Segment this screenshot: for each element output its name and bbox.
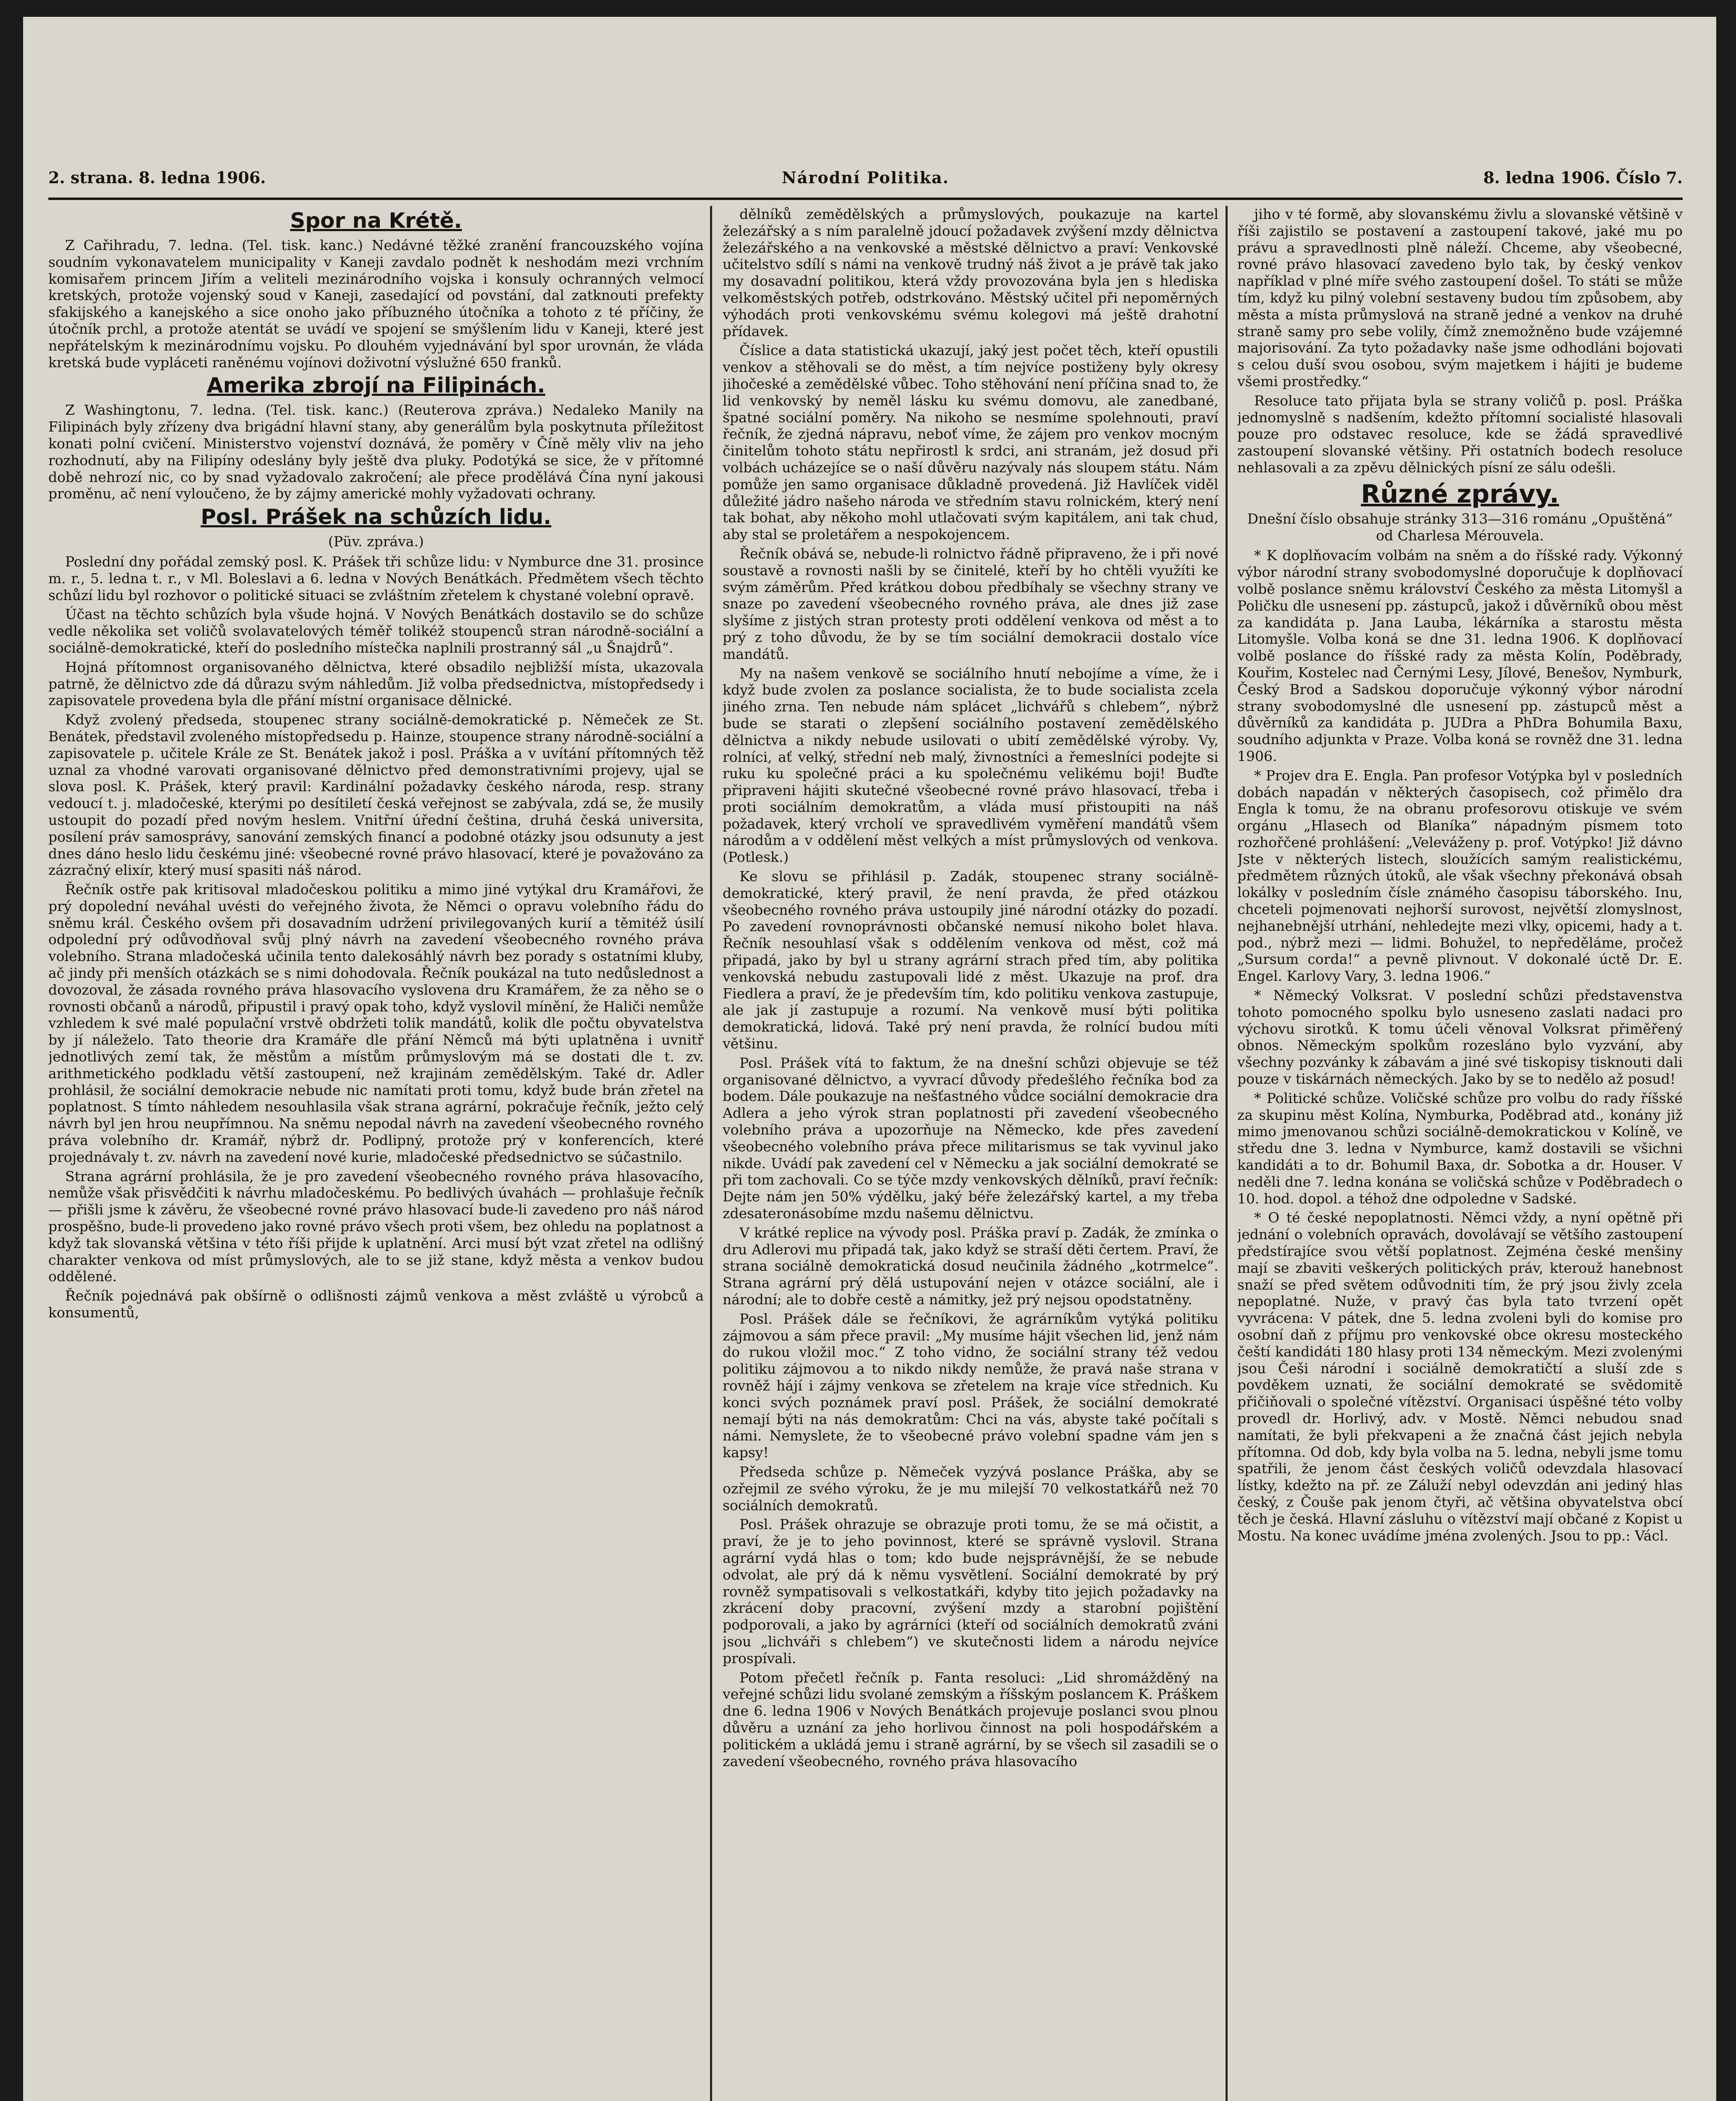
paragraph: Předseda schůze p. Němeček vyzývá poslance Práška, aby se ozřejmil ze svého výroku, že je mu milejší 70 velkostatkářů než 70 sociálních demokratů. — [723, 1463, 1218, 1514]
paragraph: Posl. Prášek dále se řečníkovi, že agrárníkům vytýká politiku zájmovou a sám přece pravil: „My musíme hájit všechen lid, jenž nám do rukou vložil moc.“ Z toho vidno, že sociální strany též vedou politiku zájmovou a to nikdo nikdy nemůže, že pravá naše strana v rovněž hájí i zájmy venkova se zřetelem na kraje více střednich. Ku konci svých poznámek praví posl. Prášek, že sociální demokraté nemají býti na nás demokratům: Chci na vás, abyste také počítali s námi. Nemyslete, že to všeobecné právo volební spadne vám jen s kapsy! — [723, 1310, 1218, 1461]
paragraph: My na našem venkově se sociálního hnutí nebojíme a víme, že i když bude zvolen za poslance socialista, že to bude socialista zcela jiného zrna. Ten nebude nám splácet „lichvářů s chlebem“, nýbrž bude se starati o zlepšení sociálního postavení zemědělského dělnictva a nikdy nebude usilovati o ubití zemědělské výroby. Vy, rolníci, ať velký, střední neb malý, živnostníci a řemeslníci podejte si ruku ku společné práci a ku společnému velikému boji! Buďte připraveni hájiti skutečné všeobecné rovné právo hlasovací, třeba i proti sociálním demokratům, a vláda musí přistoupiti na náš požadavek, který vrcholí ve spravedlivém vyměření mandátů všem národům a v oddělení měst velkých a míst průmyslových od venkova. (Potlesk.) — [723, 665, 1218, 866]
paragraph: jiho v té formě, aby slovanskému živlu a slovanské většině v říši zajistilo se postavení a zastoupení takové, jaké mu po právu a spravedlnosti plně náleží. Chceme, aby všeobecné, rovné právo hlasovací zavedeno bylo tak, by český venkov například v plné míře svého zastoupení došel. To státi se může tím, když ku pilný volební sestaveny budou tím způsobem, aby města a místa průmyslová na straně jedné a venkov na druhé straně samy pro sebe volily, čímž znemožněno bude vzájemné majorisování. Za tyto požadavky naše jsme odhodláni bojovati s celou duší svou osobou, svým majetkem i hájiti je budeme všemi prostředky.“ — [1237, 206, 1683, 390]
paragraph: Hojná přítomnost organisovaného dělnictva, které obsadilo nejbližší místa, ukazovala patrně, že dělnictvo zde dá důrazu svým náhledům. Již volba předsednictva, místopředsedy i zapisovatele provedena byla dle přání místní organisace dělnické. — [48, 658, 704, 709]
news-item: * K doplňovacím volbám na sněm a do říšské rady. Výkonný výbor národní strany svobodomyslné doporučuje k doplňovací volbě poslance sněmu království Českého za města Litomyšl a Poličku dle usnesení pp. zástupců, jakož i důvěrníků obou měst za kandidáta p. Jana Lauba, lékárníka a starostu města Litomyšle. Volba koná se dne 31. ledna 1906. K doplňovací volbě poslance do říšské rady za města Kolín, Poděbrady, Kouřim, Kostelec nad Černými Lesy, Jílové, Benešov, Nymburk, Český Brod a Sadskou doporučuje výkonný výbor národní strany svobodomyslné dle usnesení pp. zástupců měst a důvěrníků za kandidáta p. JUDra a PhDra Bohumila Baxu, soudního adjunkta v Praze. Volba koná se rovněž dne 31. ledna 1906. — [1237, 547, 1683, 764]
paragraph: Řečník pojednává pak obšírně o odlišnosti zájmů venkova a měst zvláště u výrobců a konsumentů, — [48, 1287, 704, 1321]
column-3 — [1237, 206, 1683, 2101]
page-label: 2. strana. 8. ledna 1906. — [48, 168, 266, 187]
supplement-notice: Dnešní číslo obsahuje stránky 313—316 románu „Opuštěná“ od Charlesa Mérouvela. — [1247, 510, 1673, 544]
newspaper-page — [23, 17, 1716, 2101]
article-body-crete: Z Cařihradu, 7. ledna. (Tel. tisk. kanc.) Nedávné těžké zranění francouzského vojína soudním vykonavatelem municipality v Kaneji zavdalo podnět k neshodám mezi vrchním komisařem princem Jiřím a veliteli mezinárodního vojska i konsuly ochranných velmocí kretských, protože vojenský soud v Kaneji, zasedající od povstání, dal zatknouti prefekty sfakijského a kanejského a sice onoho jako příbuzného útočníka a tohoto z té příčiny, že útočník prchl, a protože atentát se uvádí ve spojení se smýšlením lidu v Kaneji, které jest nepřátelským k mezinárodnímu vojsku. Po dlouhém vyjednávání byl spor urovnán, že vláda kretská bude vypláceti raněnému vojínovi doživotní výslužné 650 franků. — [48, 237, 704, 371]
news-item: * Projev dra E. Engla. Pan profesor Votýpka byl v posledních dobách napadán v některých časopisech, což přimělo dra Engla k tomu, že na obranu profesorovu otiskuje ve svém orgánu „Hlasech od Blaníka“ nápadným písmem toto rozhořčené prohlášení: „Veleváženy p. prof. Votýpko! Již dávno Jste v některých listech, sloužících samým realistickému, předmětem různých útoků, ale však všechny překonává obsah lokálky v posledním čísle známého časopisu táborského. Inu, chceteli pojmenovati nejhorší surovost, největší zlomyslnost, nejhanebnější utrhání, nehledejte mezi vlky, opicemi, hady a t. pod., nýbrž mezi — lidmi. Bohužel, to nepředěláme, pročež „Sursum corda!“ a pevně plivnout. V dokonalé úctě Dr. E. Engel. Karlovy Vary, 3. ledna 1906.“ — [1237, 767, 1683, 985]
header-rule — [48, 197, 1683, 200]
paragraph: V krátké replice na vývody posl. Práška praví p. Zadák, že zmínka o dru Adlerovi mu připadá tak, jako když se straší děti čertem. Praví, že strana sociálně demokratická dosud neučinila žádného „kotrmelce“. Strana agrární prý dělá ustupování nejen v otázce sociální, ale i národní; ale to dobře cestě a námitky, jež prý nejsou opodstatněny. — [723, 1224, 1218, 1308]
paragraph: Posl. Prášek vítá to faktum, že na dnešní schůzi objevuje se též organisované dělnictvo, a vyvrací důvody předešlého řečníka bod za bodem. Dále poukazuje na nešťastného vůdce sociální demokracie dra Adlera a jeho výrok stran poplatnosti při zavedení všeobecného volebního práva a upozorňuje na Německo, kde přes zavedení všeobecného volebního práva přece militarismus se tak vyvinul jako nikde. Uvádí pak zavedení cel v Německu a jak sociální demokraté se při tom zachovali. Co se týče mzdy venkovských dělníků, praví řečník: Dejte nám jen 50% výdělku, jaký béře železářský kartel, a my třeba zdesateronásobíme mzdu našemu dělnictvu. — [723, 1054, 1218, 1222]
column-2 — [723, 206, 1218, 2101]
paragraph: Potom přečetl řečník p. Fanta resoluci: „Lid shromážděný na veřejné schůzi lidu svolané zemským a říšským poslancem K. Práškem dne 6. ledna 1906 v Nových Benátkách projevuje poslanci svou plnou důvěru a uznání za jeho horlivou činnost na poli hospodářském a politickém a ukládá jemu i straně agrární, by se všech sil zasadili se o zavedení všeobecného, rovného práva hlasovacího — [723, 1669, 1218, 1769]
paragraph: Účast na těchto schůzích byla všude hojná. V Nových Benátkách dostavilo se do schůze vedle několika set voličů svolavatelových téměř tolikéž stoupenců stran národně-sociální a sociálně-demokratické, kteří do posledního místečka naplnili prostranný sál „u Šnajdrů“. — [48, 606, 704, 656]
article-title-crete: Spor na Krétě. — [290, 208, 462, 233]
paragraph: dělníků zemědělských a průmyslových, poukazuje na kartel železářský a s ním paralelně jdoucí požadavek zvýšení mzdy dělnictva železářského a na venkovské a městské dělnictvo a praví: Venkovské učitelstvo sdílí s námi na venkově trudný náš život a je právě tak jako my dosavadní politikou, která vždy provozována byla jen s hlediska velkoměstských potřeb, odstrkováno. Městský učitel při nepoměrných výhodách proti venkovskému svému kolegovi má ještě drahotní přídavek. — [723, 206, 1218, 340]
article-title-prasek: Posl. Prášek na schůzích lidu. — [200, 505, 552, 529]
article-body-philippines: Z Washingtonu, 7. ledna. (Tel. tisk. kanc.) (Reuterova zpráva.) Nedaleko Manily na Filipinách byly zřízeny dva brigádní hlavní stany, aby generálům byla poskytnuta příležitost konati polní cvičení. Ministerstvo vojenství doznává, že poměry v Číně měly vliv na jeho rozhodnutí, aby na Filipíny odeslány byly ještě dva pluky. Podotýká se sice, že v přítomné době nehrozí nic, co by snad vyžadovalo zakročení; ale přece prodělává Čína nyní jakousi proměnu, ač není vyloučeno, že by zájmy americké mohly vyžadovati ochrany. — [48, 402, 704, 502]
column-divider-2 — [1226, 206, 1228, 2101]
paragraph: Když zvolený předseda, stoupenec strany sociálně-demokratické p. Němeček ze St. Benátek, představil zvoleného místopředsedu p. Hainze, stoupence strany národně-sociální a zapisovatele p. učitele Krále ze St. Benátek jakož i posl. Práška a v uvítání přítomných těž uznal za vhodné varovati organisované dělnictvo před demonstrativními projevy, ujal se slova posl. K. Prášek, který pravil: Kardinální požadavky českého národa, resp. strany vedoucí t. j. mladočeské, kterými po desítiletí česká veřejnost se zabývala, zdá se, že musily ustoupit do pozadí před novým heslem. Vnitřní úřední čeština, druhá česká universita, posílení práv samosprávy, sanování zemských financí a podobné otázky jsou odsunuty a jest dnes dáno heslo lidu českému jiné: všeobecné rovné právo hlasovací, které je považováno za zázračný elixír, který musí spasiti náš národ. — [48, 711, 704, 879]
paragraph: Resoluce tato přijata byla se strany voličů p. posl. Práška jednomyslně s nadšením, kdežto přítomní socialisté hlasovali pouze pro odstavec resoluce, kde se žádá spravedlivé zastoupení slovanské většiny. Při ostatních bodech resoluce nehlasovali a za zpěvu dělnických písní ze sálu odešli. — [1237, 392, 1683, 476]
news-item: * Německý Volksrat. V poslední schůzi představenstva tohoto pomocného spolku bylo usneseno zaslati nadaci pro výchovu sirotků. K tomu účeli věnoval Volksrat přiměřený obnos. Německým spolkům rozesláno bylo vyzvání, aby všechny pozvánky k zábavám a jiné své tiskopisy tisknouti dali pouze v tiskárnách německých. Jako by se to nedělo až posud! — [1237, 987, 1683, 1087]
paragraph: Ke slovu se přihlásil p. Zadák, stoupenec strany sociálně-demokratické, který pravil, že není pravda, že před otázkou všeobecného rovného práva ustoupily jiné národní otázky do pozadí. Po zavedení rovnoprávnosti občanské nemusí nikoho bolet hlava. Řečník nesouhlasí však s oddělením venkova od měst, což má připadá, jako by byl u strany agrární strach před tím, aby politika venkovská nebudu zastupovali lidé z měst. Ukazuje na prof. dra Fiedlera a praví, že je především tím, kdo politiku venkova zastupuje, ale jak jí zastupuje a rozumí. Na venkově musí býti politika demokratická, lidová. Také prý není pravda, že rolnící budou míti většinu. — [723, 868, 1218, 1052]
paragraph: Posl. Prášek ohrazuje se obrazuje proti tomu, že se má očistit, a praví, že je to jeho povinnost, které se správně vyslovil. Strana agrární vydá hlas o tom; kdo bude nejsprávnější, že se nebude odvolat, ale prý dá k němu vysvětlení. Sociální demokraté by prý rovněž sympatisovali s velkostatkáři, kdyby tito jejich požadavky na zkrácení doby pracovní, zvýšení mzdy a starobní pojištění podporovali, a jako by agrárníci (kteří od sociálních demokratů zváni jsou „lichváři s chlebem“) ve skutečnosti lidem a národu nejvíce prospívali. — [723, 1516, 1218, 1667]
paragraph: Strana agrární prohlásila, že je pro zavedení všeobecného rovného práva hlasovacího, nemůže však přisvědčiti k návrhu mladočeskému. Po bedlivých úvahách — prohlašuje řečník — přišli jsme k závěru, že všeobecné rovné právo hlasovací bude-li zavedeno pro náš národ prospěšno, bude-li provedeno jako rovné právo všech proti všem, bez ohledu na poplatnost a když tak slovanská většina v této říši přijde k uplatnění. Arci musí být vzat zřetel na odlišný charakter venkova od míst průmyslových, ale to se již stane, když města a venkov budou oddělené. — [48, 1168, 704, 1285]
article-title-philippines: Amerika zbrojí na Filipinách. — [207, 373, 545, 398]
section-title-news: Různé zprávy. — [1361, 479, 1559, 509]
news-item: * Politické schůze. Voličské schůze pro volbu do rady říšské za skupinu měst Kolína, Nymburka, Poděbrad atd., konány již mimo jmenovanou schůzi sociálně-demokratickou v Kolíně, ve středu dne 3. ledna v Nymburce, kamž dostavili se všichni kandidáti a to dr. Bohumil Baxa, dr. Sobotka a dr. Houser. V neděli dne 7. ledna konána se voličská schůze v Poděbradech o 10. hod. dopol. a téhož dne odpoledne v Sadské. — [1237, 1090, 1683, 1207]
article-source: (Püv. zpráva.) — [328, 533, 424, 550]
issue-date-number: 8. ledna 1906. Číslo 7. — [1483, 168, 1683, 187]
column-1 — [48, 206, 704, 2101]
newspaper-title: Národní Politika. — [781, 168, 950, 187]
paragraph: Řečník obává se, nebude-li rolnictvo řádně připraveno, že i při nové soustavě a rovnosti našli by se činitelé, kteří by ho chtěli využíti ke svým záměrům. Před krátkou dobou předbíhaly se všechny strany ve snaze po zavedení všeobecného rovného práva, ale dnes již zase slyšíme z jistých stran protesty proti oddělení venkova od měst a to prý z toho důvodu, že by se tím sociální demokracii dostalo více mandátů. — [723, 545, 1218, 662]
masthead — [48, 168, 1683, 197]
paragraph: Číslice a data statistická ukazují, jaký jest počet těch, kteří opustili venkov a stěhovali se do měst, a tím nejvíce postiženy byly okresy jihočeské a zemědělské vůbec. Toho stěhování není příčina snad to, že lid venkovský by neměl lásku ku svému domovu, ale zanedbané, špatné sociální poměry. Na nikoho se nesmíme spolehnouti, praví řečník, že zjedná nápravu, neboť víme, že zájem pro venkov mocným činitelům tohoto státu nepřirostl k srdci, ani stranám, jež dosud při volbách ucházejíce se o naší důvěru nazývaly nás sloupem státu. Nám pomůže jen samo organisace důkladně provedená. Již Havlíček viděl důležité jádro našeho národa ve středním stavu rolnickém, který není tak bohat, aby někoho mohl utlačovati svým kapitálem, ani tak chud, aby stal se proletářem a nespokojencem. — [723, 342, 1218, 543]
column-divider-1 — [710, 206, 712, 2101]
paragraph: Řečník ostře pak kritisoval mladočeskou politiku a mimo jiné vytýkal dru Kramářovi, že prý dopolední neváhal uvésti do veřejného života, že Němci o opravu volebního řádu do sněmu král. Českého ovšem při dosavadním udržení privilegovaných kurií a těmitéž úsilí odpolední prý odůvodňoval svůj plný návrh na zavedení všeobecného rovného práva volebního. Strana mladočeská učinila tento dalekosáhlý návrh bez porady s ostatními kluby, ač jindy při menších otázkách se s nimi dohodovala. Řečník poukázal na tuto nedůslednost a dovozoval, že zásada rovného práva hlasovacího vyslovena dru Kramářem, že za něho se o rovnosti občanů a národů, připustil i pravý opak toho, když vyslovil mínění, že Haliči nemůže vzhledem k své malé populační vrstvě obdržeti tolik mandátů, kolik dle počtu obyvatelstva by jí náleželo. Tato theorie dra Kramáře dle přání Němců má býti uplatněna i uvnitř jednotlivých zemí tak, že městům a místům průmyslovým má se dostati dle t. zv. arithmetického podkladu větší zastoupení, než krajinám zemědělským. Také dr. Adler prohlásil, že sociální demokracie nebude nic namítati proti tomu, když bude brán zřetel na poplatnost. S tímto náhledem nesouhlasila však strana agrární, pokračuje řečník, ježto celý návrh byl jen hrou neupřímnou. Na sněmu nepodal návrh na zavedení všeobecného rovného práva volebního dr. Kramář, nýbrž dr. Podlipný, protože prý v konferencích, které projednávaly t. zv. návrh na zavedení nové kurie, mladočeské předsednictvo se súčastnilo. — [48, 881, 704, 1165]
paragraph: Poslední dny pořádal zemský posl. K. Prášek tři schůze lidu: v Nymburce dne 31. prosince m. r., 5. ledna t. r., v Ml. Boleslavi a 6. ledna v Nových Benátkách. Předmětem všech těchto schůzí lidu byl rozhovor o politické situaci se zvláštním zřetelem k chystané volební opravě. — [48, 553, 704, 603]
news-item: * O té české nepoplatnosti. Němci vždy, a nyní opětně při jednání o volebních opravách, dovolávají se většího zastoupení předstírajíce svou větší poplatnost. Zejména české menšiny mají se zbaviti veškerých politických práv, kterouž hanebnost snaží se před světem odůvodniti tím, že prý jsou živly zcela nepoplatné. Nuže, v pravý čas byla tato tvrzení opět vyvrácena: V pátek, dne 5. ledna zvoleni byli do komise pro osobní daň z příjmu pro venkovské obce okresu mosteckého čeští kandidáti 180 hlasy proti 134 německým. Mezi zvolenými jsou Češi národní i sociálně demokratičtí a sluší zde s povděkem uznati, že sociální demokraté se svědomitě přičiňovali o společné vítězství. Organisaci úspěšné této volby provedl dr. Horlivý, adv. v Mostě. Němci nebudou snad namítati, že byli překvapeni a že značná část jejich nebyla přítomna. Od dob, kdy byla volba na 5. ledna, nebyli jsme tomu spatřili, že jenom část českých voličů odevzdala hlasovací lístky, kdežto na př. ze Záluží nebyl odevzdán ani jediný hlas český, z Čouše pak jenom čtyři, ač většina obyvatelstva obcí těch je česká. Hlavní zásluhu o vítězství mají občané z Kopist u Mostu. Na konec uvádíme jména zvolených. Jsou to pp.: Václ. — [1237, 1209, 1683, 1544]
